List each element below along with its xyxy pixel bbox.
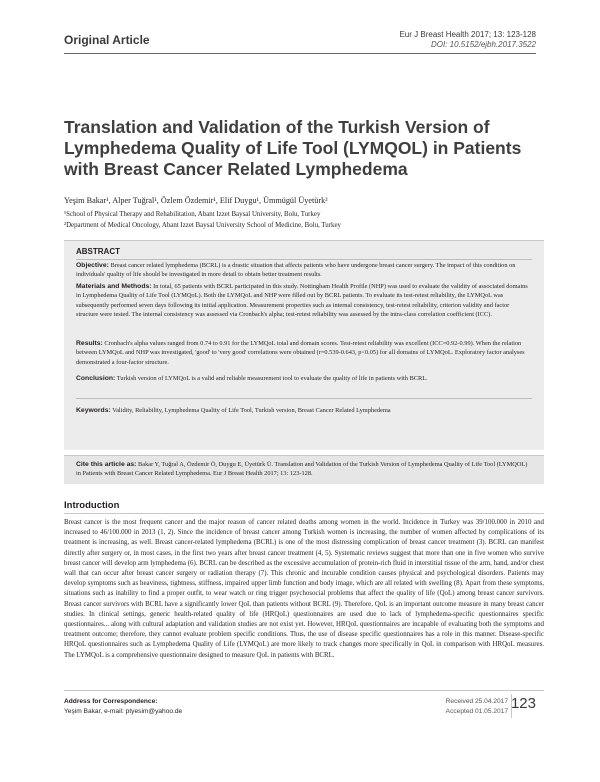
abstract-heading: ABSTRACT bbox=[76, 247, 120, 256]
objective-text: Breast cancer related lymphedema (BCRL) is a drastic situation that affects patients who have undergone breast cancer surgery. The impact of this condition on individuals' quality of life should be investigated in more detail to obtain better treatment results. bbox=[76, 262, 516, 279]
article-type: Original Article bbox=[64, 33, 150, 47]
introduction-heading: Introduction bbox=[64, 500, 120, 511]
doi-link[interactable]: DOI: 10.5152/ejbh.2017.3522 bbox=[431, 40, 536, 49]
introduction-divider bbox=[64, 513, 544, 514]
keywords-label: Keywords: bbox=[76, 407, 111, 414]
citation-box bbox=[64, 455, 544, 484]
article-title: Translation and Validation of the Turkish Version of Lymphedema Quality of Life Tool (LYMQOL) in Patients with Breast Cancer Related Lymphedema bbox=[64, 117, 522, 179]
keywords-text: Validity, Reliability, Lymphedema Quality of Life Tool, Turkish version, Breast Cancer Related Lymphedema bbox=[112, 407, 391, 414]
author-list: Yeşim Bakar¹, Alper Tuğral¹, Özlem Özdemir¹, Elif Duygu¹, Ümmügül Üyetürk² bbox=[64, 196, 328, 205]
methods-label: Materials and Methods: bbox=[76, 283, 152, 290]
keywords bbox=[76, 406, 532, 415]
correspondence-label: Address for Correspondence: bbox=[64, 698, 158, 705]
objective-label: Objective: bbox=[76, 262, 109, 269]
methods-text: In total, 65 patients with BCRL participated in this study. Nottingham Health Profile (NHP) was used to evaluate the validity of associated domains in Lymphedema Quality of Life Tool (LYMQoL). Both the LYMQoL and NHP were filled out by BCRL patients. To evaluate its test-retest reliability, the LYMQoL was subsequently performed seven days following its initial application. Measurement properties such as internal consistency, test-retest reliability, criterion validity and factor structure were tested. The internal consistency was assessed via Cronbach's alpha; test-retest reliability was assessed by the intra-class correlation coefficient (ICC). bbox=[76, 283, 528, 318]
footer-divider bbox=[64, 690, 544, 691]
introduction-body: Breast cancer is the most frequent cancer and the major reason of cancer related deaths among women in the world. Incidence in Turkey was 39/100.000 in 2010 and increased to 46/100.000 in 2013 (1, 2). Since the incidence of breast cancer among Turkish women is increasing, the number of women affected by complications of its treatment is increasing, as well. Breast cancer-related lymphedema (BCRL) is one of the most distressing complication of breast cancer treatment (3). BCRL can manifest directly after surgery or, in most cases, in the first two years after breast cancer treatment (4, 5). Systematic reviews suggest that more than one in five women who survive breast cancer will develop arm lymphedema (6). BCRL can be described as the excessive accumulation of protein-rich fluid in interstitial tissue of the arm, hand, and/or chest wall that can occur after breast cancer surgery or radiation therapy (7). This chronic and incurable condition causes physical and psychological disorders. Patients may develop symptoms such as heaviness, tightness, stiffness, impaired upper limb function and body image, which are all related with swelling (8). Apart from these symptoms, situations such as inability to find a proper outfit, to wear watch or ring trigger psychosocial problems that affect the quality of life (QoL) among breast cancer survivors. Breast cancer survivors with BCRL have a significantly lower QoL than patients without BCRL (9). Therefore, QoL is an important outcome measure in many breast cancer studies. In clinical settings, generic health-related quality of life (HRQoL) questionnaires are used due to lack of lymphedema-specific questionnaires specific questionnaires... along with cultural adaptation and validation studies are not exist yet. However, HRQoL questionnaires are incapable of evaluating both the symptoms and treatment outcome; therefore, they cannot evaluate problem specific conditions. Thus, the use of disease specific questionnaires has a role in this manner. Disease-specific HRQoL questionnaires such as Lymphedema Quality of Life (LYMQoL) are more likely to track changes more specifically in QoL in comparison with HRQoL measures. The LYMQoL is a comprehensive questionnaire designed to measure QoL in patients with BCRL. bbox=[64, 519, 544, 659]
accepted-date: Accepted 01.05.2017 bbox=[445, 708, 508, 715]
affiliation-2: ²Department of Medical Oncology, Abant Izzet Baysal University School of Medicine, Bolu, Turkey bbox=[64, 222, 341, 229]
conclusion-text: Turkish version of LYMQoL is a valid and reliable measurement tool to evaluate the quality of life in patients with BCRL. bbox=[116, 375, 428, 382]
header-divider bbox=[64, 53, 536, 54]
article-dates bbox=[446, 697, 508, 717]
abstract-methods bbox=[76, 282, 532, 319]
citation-text: Bakar Y, Tuğral A, Özdemir Ö, Duygu E, Üyetürk Ü. Translation and Validation of the Turkish Version of Lymphedema Quality of Life Tool (LYMQOL) in Patients with Breast Cancer Related Lymphedema. Eur J Breast Health 2017; 13: 123-128. bbox=[76, 461, 528, 477]
abstract-conclusion bbox=[76, 374, 532, 383]
journal-citation: Eur J Breast Health 2017; 13: 123-128 bbox=[399, 30, 536, 39]
page-number: 123 bbox=[510, 695, 536, 712]
affiliation-1: ¹School of Physical Therapy and Rehabilitation, Abant Izzet Baysal University, Bolu, Turkey bbox=[64, 211, 321, 218]
abstract-results bbox=[76, 339, 532, 367]
results-label: Results: bbox=[76, 340, 103, 347]
correspondence bbox=[64, 697, 182, 717]
correspondence-text: Yeşim Bakar, e-mail: ptyesim@yahoo.de bbox=[64, 708, 183, 715]
abstract-objective bbox=[76, 261, 532, 280]
conclusion-label: Conclusion: bbox=[76, 375, 116, 382]
journal-info bbox=[399, 30, 536, 50]
abstract-box bbox=[64, 240, 544, 450]
results-text: Cronbach's alpha values ranged from 0.74 to 0.91 for the LYMQoL total and domain scores. Test-retest reliability was excellent (ICC=0.92-0.99). When the relation between LYMQoL and NHP was investigated, 'good' to 'very good' correlations were obtained (r=0.539-0.643, p<0.05) for all domains of LYMQoL. Exploratory factor analyses demonstrated a four-factor structure. bbox=[76, 340, 525, 366]
citation-label: Cite this article as: bbox=[76, 461, 137, 468]
received-date: Received 25.04.2017 bbox=[445, 698, 508, 705]
keywords-divider bbox=[76, 398, 532, 399]
abstract-divider bbox=[76, 259, 532, 260]
